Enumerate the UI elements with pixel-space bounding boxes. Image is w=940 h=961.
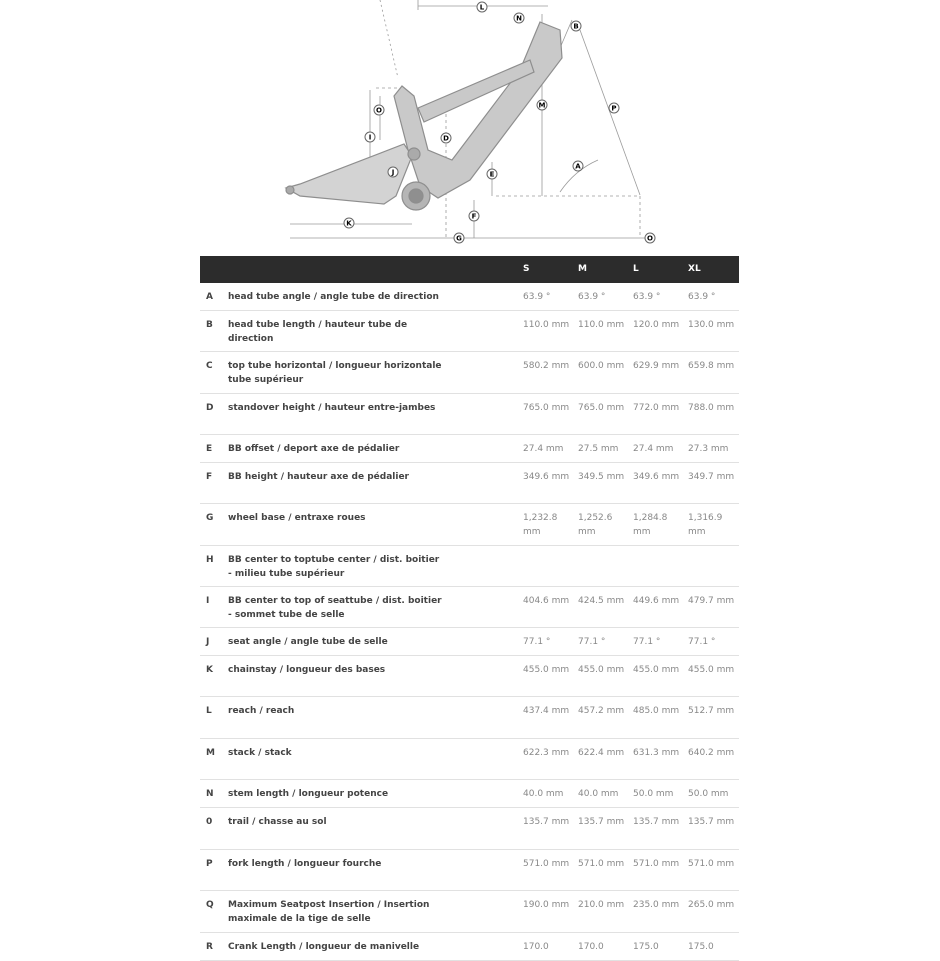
table-row — [200, 808, 739, 850]
row-value: 1,232.8 mm — [523, 513, 558, 537]
row-value: 63.9 ° — [578, 292, 606, 302]
row-value: 77.1 ° — [633, 637, 661, 647]
marker-d — [441, 133, 451, 143]
row-value: 622.4 mm — [578, 748, 625, 758]
row-value: 571.0 mm — [578, 859, 625, 869]
row-label: standover height / hauteur entre-jambes — [228, 403, 436, 413]
row-label: wheel base / entraxe roues — [228, 513, 366, 523]
table-row — [200, 780, 739, 808]
row-value: 629.9 mm — [633, 361, 680, 371]
column-header-m: M — [578, 264, 587, 274]
row-value: 455.0 mm — [578, 665, 625, 675]
marker-i-text: I — [368, 133, 372, 142]
marker-g-text: G — [456, 234, 462, 243]
row-value: 40.0 mm — [578, 789, 619, 799]
row-label: seat angle / angle tube de selle — [228, 637, 388, 647]
row-label: stem length / longueur potence — [228, 789, 389, 799]
marker-o — [645, 233, 655, 243]
marker-j-text: J — [391, 168, 395, 177]
table-row — [200, 891, 739, 933]
row-value: 580.2 mm — [523, 361, 570, 371]
row-value: 63.9 ° — [523, 292, 551, 302]
row-value: 135.7 mm — [523, 817, 570, 827]
table-row — [200, 463, 739, 504]
table-header — [200, 256, 739, 283]
row-value: 571.0 mm — [688, 859, 735, 869]
row-letter: L — [206, 706, 212, 716]
marker-m-text: M — [538, 101, 546, 110]
row-value: 659.8 mm — [688, 361, 735, 371]
row-letter: M — [206, 748, 215, 758]
row-letter: C — [206, 361, 213, 371]
marker-q — [374, 105, 384, 115]
table-row — [200, 435, 739, 463]
marker-n — [514, 13, 524, 23]
marker-b-text: B — [573, 22, 579, 31]
table-row — [200, 546, 739, 587]
table-row — [200, 504, 739, 546]
row-value: 512.7 mm — [688, 706, 735, 716]
row-value: 455.0 mm — [633, 665, 680, 675]
column-header-xl: XL — [688, 264, 701, 274]
row-label: stack / stack — [228, 748, 292, 758]
row-letter: A — [206, 292, 213, 302]
marker-b — [571, 21, 581, 31]
row-letter: Q — [206, 900, 214, 910]
row-letter: F — [206, 472, 213, 482]
frame-geometry-diagram — [0, 0, 940, 250]
marker-e — [487, 169, 497, 179]
row-letter: J — [206, 637, 210, 647]
row-label: BB height / hauteur axe de pédalier — [228, 472, 409, 482]
row-value: 1,284.8 mm — [633, 513, 668, 537]
row-label: BB center to toptube center / dist. boitier - milieu tube supérieur — [228, 555, 440, 579]
row-letter: N — [206, 789, 214, 799]
row-value: 77.1 ° — [688, 637, 716, 647]
row-value: 175.0 — [688, 942, 714, 952]
geometry-table — [200, 256, 739, 961]
row-value: 50.0 mm — [633, 789, 674, 799]
row-letter: D — [206, 403, 214, 413]
marker-q-text: O — [376, 106, 382, 115]
row-letter: R — [206, 942, 213, 952]
row-value: 190.0 mm — [523, 900, 570, 910]
table-row — [200, 933, 739, 961]
row-label: trail / chasse au sol — [228, 817, 327, 827]
row-letter: G — [206, 513, 214, 523]
row-value: 571.0 mm — [633, 859, 680, 869]
row-value: 210.0 mm — [578, 900, 625, 910]
table-row — [200, 283, 739, 311]
column-header-s: S — [523, 264, 530, 274]
marker-f — [469, 211, 479, 221]
row-value: 349.6 mm — [523, 472, 570, 482]
row-value: 77.1 ° — [578, 637, 606, 647]
row-value: 120.0 mm — [633, 320, 680, 330]
marker-d-text: D — [443, 134, 449, 143]
row-value: 77.1 ° — [523, 637, 551, 647]
row-value: 457.2 mm — [578, 706, 625, 716]
table-row — [200, 850, 739, 891]
table-row — [200, 697, 739, 739]
row-value: 479.7 mm — [688, 596, 735, 606]
marker-a-text: A — [575, 162, 581, 171]
row-value: 110.0 mm — [578, 320, 625, 330]
row-value: 571.0 mm — [523, 859, 570, 869]
marker-f-text: F — [471, 212, 477, 221]
row-value: 110.0 mm — [523, 320, 570, 330]
marker-j — [388, 167, 398, 177]
row-value: 27.4 mm — [523, 444, 564, 454]
row-value: 349.7 mm — [688, 472, 735, 482]
row-label: fork length / longueur fourche — [228, 859, 382, 869]
row-label: head tube length / hauteur tube de direction — [228, 320, 408, 344]
table-row — [200, 394, 739, 435]
row-value: 27.3 mm — [688, 444, 729, 454]
row-value: 40.0 mm — [523, 789, 564, 799]
marker-p-text: P — [611, 104, 617, 113]
row-value: 1,316.9 mm — [688, 513, 723, 537]
marker-e-text: E — [489, 170, 495, 179]
row-value: 130.0 mm — [688, 320, 735, 330]
row-value: 135.7 mm — [633, 817, 680, 827]
marker-i — [365, 132, 375, 142]
row-value: 631.3 mm — [633, 748, 680, 758]
row-value: 349.5 mm — [578, 472, 625, 482]
row-value: 449.6 mm — [633, 596, 680, 606]
row-value: 788.0 mm — [688, 403, 735, 413]
row-value: 424.5 mm — [578, 596, 625, 606]
marker-a — [573, 161, 583, 171]
row-value: 485.0 mm — [633, 706, 680, 716]
row-value: 772.0 mm — [633, 403, 680, 413]
row-value: 765.0 mm — [578, 403, 625, 413]
row-letter: B — [206, 320, 213, 330]
row-value: 135.7 mm — [688, 817, 735, 827]
row-label: reach / reach — [228, 706, 295, 716]
row-value: 437.4 mm — [523, 706, 570, 716]
row-value: 455.0 mm — [523, 665, 570, 675]
row-letter: H — [206, 555, 214, 565]
marker-l-text: L — [479, 3, 485, 12]
row-label: chainstay / longueur des bases — [228, 665, 386, 675]
row-value: 765.0 mm — [523, 403, 570, 413]
row-value: 135.7 mm — [578, 817, 625, 827]
row-value: 404.6 mm — [523, 596, 570, 606]
row-value: 63.9 ° — [688, 292, 716, 302]
table-row — [200, 352, 739, 394]
row-label: top tube horizontal / longueur horizontale tube supérieur — [228, 361, 442, 385]
row-value: 63.9 ° — [633, 292, 661, 302]
row-value: 235.0 mm — [633, 900, 680, 910]
row-letter: K — [206, 665, 213, 675]
row-label: Crank Length / longueur de manivelle — [228, 942, 420, 952]
row-value: 622.3 mm — [523, 748, 570, 758]
row-label: BB center to top of seattube / dist. boitier - sommet tube de selle — [228, 596, 442, 620]
dimension-lines — [290, 0, 650, 238]
marker-k — [344, 218, 354, 228]
table-body — [200, 283, 739, 961]
marker-l — [477, 2, 487, 12]
table-row — [200, 311, 739, 352]
row-value: 265.0 mm — [688, 900, 735, 910]
row-value: 175.0 — [633, 942, 659, 952]
row-value: 349.6 mm — [633, 472, 680, 482]
row-label: head tube angle / angle tube de direction — [228, 292, 439, 302]
marker-k-text: K — [346, 219, 352, 228]
frame-silhouette — [286, 22, 562, 210]
marker-o-text: O — [647, 234, 653, 243]
row-value: 170.0 — [578, 942, 604, 952]
row-value: 640.2 mm — [688, 748, 735, 758]
marker-m — [537, 100, 547, 110]
row-value: 170.0 — [523, 942, 549, 952]
table-row — [200, 739, 739, 780]
table-row — [200, 656, 739, 697]
row-letter: 0 — [206, 817, 213, 827]
row-value: 27.5 mm — [578, 444, 619, 454]
marker-g — [454, 233, 464, 243]
marker-n-text: N — [516, 14, 522, 23]
table-row — [200, 587, 739, 628]
row-letter: I — [206, 596, 210, 606]
row-value: 455.0 mm — [688, 665, 735, 675]
marker-p — [609, 103, 619, 113]
row-value: 27.4 mm — [633, 444, 674, 454]
frame-drawing — [0, 0, 940, 250]
row-value: 600.0 mm — [578, 361, 625, 371]
row-label: Maximum Seatpost Insertion / Insertion maximale de la tige de selle — [228, 900, 430, 924]
row-label: BB offset / deport axe de pédalier — [228, 444, 400, 454]
row-letter: P — [206, 859, 213, 869]
column-header-l: L — [633, 264, 639, 274]
row-value: 50.0 mm — [688, 789, 729, 799]
row-letter: E — [206, 444, 213, 454]
row-value: 1,252.6 mm — [578, 513, 613, 537]
table-row — [200, 628, 739, 656]
